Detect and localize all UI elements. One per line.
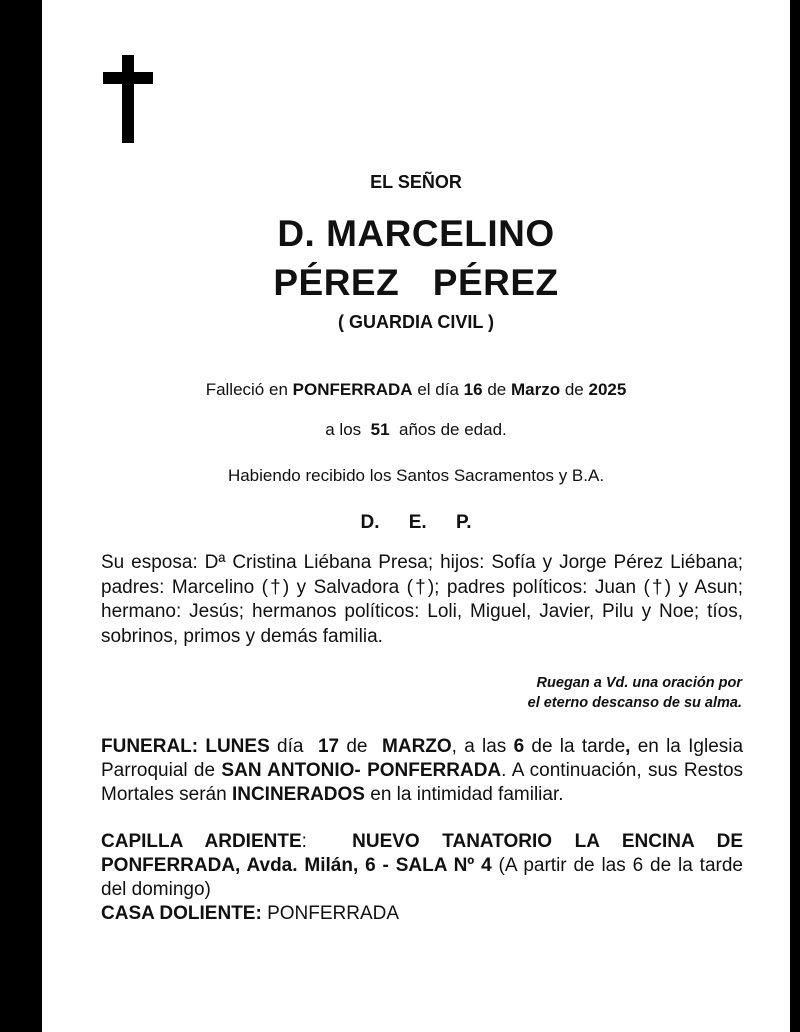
deceased-name-line1: D. MARCELINO xyxy=(277,213,555,254)
mourning-house: CASA DOLIENTE: PONFERRADA xyxy=(101,903,400,924)
funeral-info: FUNERAL: LUNES día 17 de MARZO, a las 6 de la tarde, en la Iglesia Parroquial de SAN ANTONIO- PONFERRADA. A continuación, sus Restos Mortales serán INCINERADOS en la intimidad familiar. xyxy=(101,736,744,805)
dep-abbreviation: D. E. P. xyxy=(360,512,472,533)
death-date-line: Falleció en PONFERRADA el día 16 de Marzo de 2025 xyxy=(205,380,627,399)
cross-icon xyxy=(103,55,153,143)
left-black-border xyxy=(0,0,42,1032)
family-list: Su esposa: Dª Cristina Liébana Presa; hijos: Sofía y Jorge Pérez Liébana; padres: Marcelino (†) y Salvadora (†); padres políticos: Juan (†) y Asun; hermano: Jesús; hermanos políticos: Loli, Miguel, Javier, Pilu y Noe; tíos, sobrinos, primos y demás familia. xyxy=(101,552,743,647)
right-black-border xyxy=(790,0,800,1032)
age-line: a los 51 años de edad. xyxy=(325,420,507,439)
chapel-info: CAPILLA ARDIENTE: NUEVO TANATORIO LA ENCINA DE PONFERRADA, Avda. Milán, 6 - SALA Nº 4 (A partir de las 6 de la tarde del domingo) xyxy=(101,831,744,900)
occupation: ( GUARDIA CIVIL ) xyxy=(338,312,494,332)
sacraments-line: Habiendo recibido los Santos Sacramentos y B.A. xyxy=(227,466,605,485)
prayer-request: Ruegan a Vd. una oración por el eterno descanso de su alma. xyxy=(527,675,742,711)
title-senor: EL SEÑOR xyxy=(370,172,462,192)
deceased-name-line2: PÉREZ PÉREZ xyxy=(273,262,559,303)
